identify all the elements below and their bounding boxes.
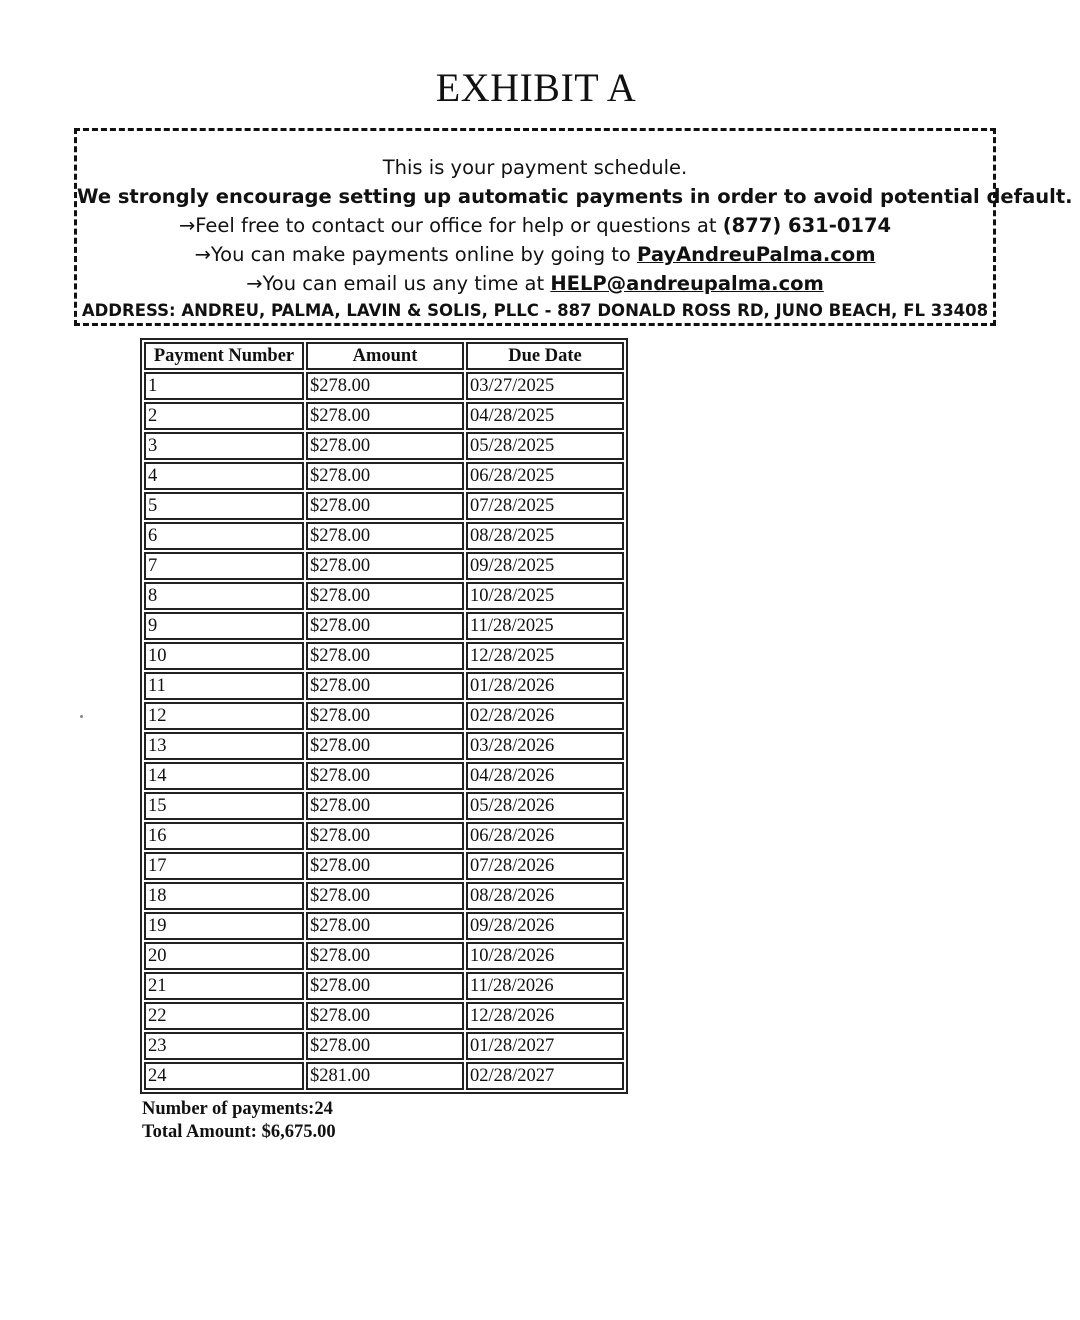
payment-number-cell: 24 <box>144 1062 304 1090</box>
notice-email-line <box>77 269 993 298</box>
payment-number-cell: 17 <box>144 852 304 880</box>
table-row <box>144 1002 624 1030</box>
table-row <box>144 792 624 820</box>
notice-contact-text: Feel free to contact our office for help or questions at <box>195 214 723 237</box>
due-date-cell: 07/28/2025 <box>466 492 624 520</box>
payment-schedule-table <box>140 338 628 1094</box>
due-date-cell: 05/28/2026 <box>466 792 624 820</box>
table-row <box>144 1032 624 1060</box>
arrow-right-icon: → <box>246 272 263 295</box>
payment-number-cell: 11 <box>144 672 304 700</box>
payment-number-cell: 18 <box>144 882 304 910</box>
amount-cell: $278.00 <box>306 492 464 520</box>
notice-intro: This is your payment schedule. <box>382 156 688 179</box>
payment-number-cell: 14 <box>144 762 304 790</box>
due-date-cell: 08/28/2025 <box>466 522 624 550</box>
table-header-row <box>144 342 624 370</box>
notice-box <box>74 128 1073 326</box>
due-date-cell: 01/28/2026 <box>466 672 624 700</box>
notice-contact-line <box>77 211 993 240</box>
amount-cell: $278.00 <box>306 642 464 670</box>
table-row <box>144 822 624 850</box>
table-row <box>144 642 624 670</box>
table-row <box>144 762 624 790</box>
payment-number-cell: 1 <box>144 372 304 400</box>
contact-phone[interactable]: (877) 631-0174 <box>722 214 892 237</box>
due-date-cell: 05/28/2025 <box>466 432 624 460</box>
payment-number-cell: 19 <box>144 912 304 940</box>
header-due-date: Due Date <box>466 342 624 370</box>
table-row <box>144 672 624 700</box>
payment-number-cell: 4 <box>144 462 304 490</box>
scan-speck <box>80 715 83 718</box>
amount-cell: $278.00 <box>306 852 464 880</box>
amount-cell: $278.00 <box>306 402 464 430</box>
payment-number-cell: 16 <box>144 822 304 850</box>
amount-cell: $278.00 <box>306 732 464 760</box>
table-row <box>144 552 624 580</box>
amount-cell: $278.00 <box>306 882 464 910</box>
table-row <box>144 882 624 910</box>
due-date-cell: 04/28/2025 <box>466 402 624 430</box>
table-row <box>144 462 624 490</box>
due-date-cell: 03/27/2025 <box>466 372 624 400</box>
amount-cell: $278.00 <box>306 612 464 640</box>
due-date-cell: 04/28/2026 <box>466 762 624 790</box>
due-date-cell: 08/28/2026 <box>466 882 624 910</box>
notice-autopay-warning: We strongly encourage setting up automatic payments in order to avoid potential default. <box>77 185 1073 208</box>
amount-cell: $278.00 <box>306 702 464 730</box>
notice-email-text: You can email us any time at <box>262 272 551 295</box>
due-date-cell: 10/28/2026 <box>466 942 624 970</box>
total-amount: Total Amount: $6,675.00 <box>142 1122 336 1142</box>
amount-cell: $278.00 <box>306 1032 464 1060</box>
table-row <box>144 972 624 1000</box>
table-row <box>144 942 624 970</box>
due-date-cell: 01/28/2027 <box>466 1032 624 1060</box>
due-date-cell: 06/28/2026 <box>466 822 624 850</box>
amount-cell: $278.00 <box>306 792 464 820</box>
notice-online-line <box>77 240 993 269</box>
amount-cell: $278.00 <box>306 972 464 1000</box>
payment-number-cell: 21 <box>144 972 304 1000</box>
table-row <box>144 402 624 430</box>
payment-website-link[interactable]: PayAndreuPalma.com <box>637 243 876 266</box>
table-row <box>144 582 624 610</box>
table-row <box>144 852 624 880</box>
table-row <box>144 702 624 730</box>
amount-cell: $278.00 <box>306 762 464 790</box>
amount-cell: $278.00 <box>306 942 464 970</box>
amount-cell: $278.00 <box>306 522 464 550</box>
due-date-cell: 02/28/2026 <box>466 702 624 730</box>
schedule-summary <box>142 1098 336 1144</box>
office-address: ADDRESS: ANDREU, PALMA, LAVIN & SOLIS, PLLC - 887 DONALD ROSS RD, JUNO BEACH, FL 33408 <box>81 301 989 320</box>
table-row <box>144 732 624 760</box>
due-date-cell: 06/28/2025 <box>466 462 624 490</box>
due-date-cell: 09/28/2026 <box>466 912 624 940</box>
payment-count: Number of payments:24 <box>142 1099 333 1119</box>
due-date-cell: 11/28/2026 <box>466 972 624 1000</box>
payment-number-cell: 13 <box>144 732 304 760</box>
table-row <box>144 372 624 400</box>
due-date-cell: 02/28/2027 <box>466 1062 624 1090</box>
table-row <box>144 612 624 640</box>
payment-number-cell: 6 <box>144 522 304 550</box>
amount-cell: $278.00 <box>306 912 464 940</box>
amount-cell: $281.00 <box>306 1062 464 1090</box>
payment-number-cell: 3 <box>144 432 304 460</box>
header-payment-number: Payment Number <box>144 342 304 370</box>
payment-number-cell: 12 <box>144 702 304 730</box>
amount-cell: $278.00 <box>306 1002 464 1030</box>
table-row <box>144 432 624 460</box>
header-amount: Amount <box>306 342 464 370</box>
payment-number-cell: 15 <box>144 792 304 820</box>
payment-number-cell: 10 <box>144 642 304 670</box>
due-date-cell: 09/28/2025 <box>466 552 624 580</box>
due-date-cell: 11/28/2025 <box>466 612 624 640</box>
due-date-cell: 12/28/2025 <box>466 642 624 670</box>
due-date-cell: 07/28/2026 <box>466 852 624 880</box>
payment-number-cell: 8 <box>144 582 304 610</box>
payment-number-cell: 22 <box>144 1002 304 1030</box>
payment-number-cell: 23 <box>144 1032 304 1060</box>
payment-number-cell: 7 <box>144 552 304 580</box>
due-date-cell: 03/28/2026 <box>466 732 624 760</box>
table-row <box>144 492 624 520</box>
amount-cell: $278.00 <box>306 672 464 700</box>
notice-online-text: You can make payments online by going to <box>210 243 638 266</box>
amount-cell: $278.00 <box>306 552 464 580</box>
payment-number-cell: 20 <box>144 942 304 970</box>
payment-number-cell: 5 <box>144 492 304 520</box>
payment-number-cell: 9 <box>144 612 304 640</box>
amount-cell: $278.00 <box>306 462 464 490</box>
table-row <box>144 522 624 550</box>
due-date-cell: 12/28/2026 <box>466 1002 624 1030</box>
table-row <box>144 1062 624 1090</box>
payment-number-cell: 2 <box>144 402 304 430</box>
amount-cell: $278.00 <box>306 432 464 460</box>
amount-cell: $278.00 <box>306 372 464 400</box>
page-title: EXHIBIT A <box>435 65 637 110</box>
help-email-link[interactable]: HELP@andreupalma.com <box>550 272 824 295</box>
arrow-right-icon: → <box>194 243 211 266</box>
table-row <box>144 912 624 940</box>
due-date-cell: 10/28/2025 <box>466 582 624 610</box>
amount-cell: $278.00 <box>306 822 464 850</box>
amount-cell: $278.00 <box>306 582 464 610</box>
arrow-right-icon: → <box>178 214 196 237</box>
